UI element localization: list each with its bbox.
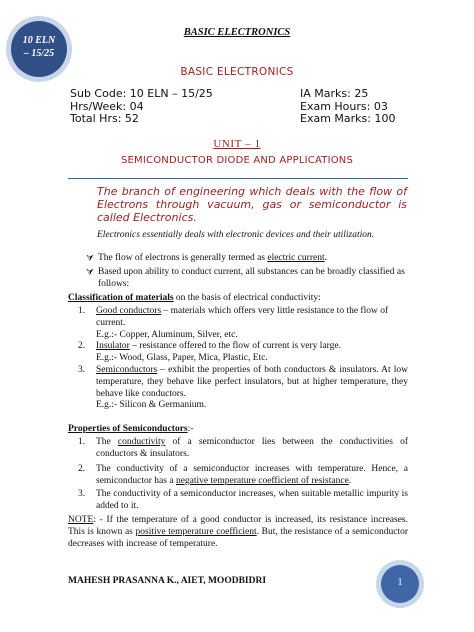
arrow-bullet-icon: ⮛ bbox=[86, 267, 94, 277]
bullet-item: The flow of electrons is generally termed as electric current. bbox=[98, 253, 327, 263]
property-item: The conductivity of a semiconductor increases, when suitable metallic impurity is added to it. bbox=[96, 489, 408, 511]
divider bbox=[68, 178, 408, 179]
badge-line-1: 10 ELN bbox=[22, 35, 56, 46]
bullet-item: Based upon ability to conduct current, all substances can be broadly classified as follows: bbox=[98, 267, 405, 289]
unit-subtitle: SEMICONDUCTOR DIODE AND APPLICATIONS bbox=[120, 155, 354, 166]
exam-marks: Exam Marks: 100 bbox=[300, 112, 396, 125]
badge-line-2: – 15/25 bbox=[23, 48, 55, 59]
arrow-bullet-icon: ⮛ bbox=[86, 253, 94, 263]
property-item: The conductivity of a semiconductor lies between the conductivities of conductors & insulators. bbox=[96, 437, 408, 459]
list-number: 3. bbox=[78, 489, 86, 499]
classification-heading: Classification of materials on the basis of electrical conductivity: bbox=[68, 293, 321, 303]
properties-heading: Properties of Semiconductors:- bbox=[68, 424, 194, 434]
sub-code: Sub Code: 10 ELN – 15/25 bbox=[70, 87, 213, 100]
page-number-badge bbox=[376, 560, 424, 608]
ia-marks: IA Marks: 25 bbox=[300, 87, 369, 100]
material-insulator: Insulator – resistance offered to the flow of current is very large. E.g.:- Wood, Glass, Paper, Mica, Plastic, Etc. bbox=[96, 341, 341, 363]
list-number: 3. bbox=[78, 365, 86, 375]
exam-hours: Exam Hours: 03 bbox=[300, 100, 388, 113]
lead-subtext: Electronics essentially deals with electronic devices and their utilization. bbox=[97, 230, 375, 240]
running-header: BASIC ELECTRONICS bbox=[183, 27, 291, 38]
material-good-conductors: Good conductors – materials which offers very little resistance to the flow of current. E.g.:- Copper, Aluminum, Silver, etc. bbox=[96, 306, 389, 340]
note-paragraph: NOTE: - If the temperature of a good conductor is increased, its resistance increases. This is known as positive temperature coefficient. But, the resistance of a semiconductor decreases with increase of temperature. bbox=[68, 515, 409, 549]
list-number: 2. bbox=[78, 341, 86, 351]
property-item: The conductivity of a semiconductor increases with temperature. Hence, a semiconductor has a negative temperature coefficient of resistance. bbox=[96, 464, 408, 486]
lead-definition: The branch of engineering which deals with the flow of Electrons through vacuum, gas or semiconductor is called Electronics. bbox=[97, 185, 407, 224]
page-number: 1 bbox=[397, 577, 403, 588]
total-hrs: Total Hrs: 52 bbox=[70, 112, 139, 125]
material-semiconductors: Semiconductors – exhibit the properties of both conductors & insulators. At low temperature, they behave like perfect insulators, but at higher temperature, they behave like conductors. E.g.:- Silicon & Germanium. bbox=[96, 365, 408, 411]
hrs-week: Hrs/Week: 04 bbox=[70, 100, 144, 113]
list-number: 2. bbox=[78, 464, 86, 474]
document-title: BASIC ELECTRONICS bbox=[180, 66, 294, 78]
list-number: 1. bbox=[78, 437, 86, 447]
unit-label: UNIT – 1 bbox=[213, 138, 261, 150]
footer-author: MAHESH PRASANNA K., AIET, MOODBIDRI bbox=[68, 576, 267, 586]
list-number: 1. bbox=[78, 306, 86, 316]
